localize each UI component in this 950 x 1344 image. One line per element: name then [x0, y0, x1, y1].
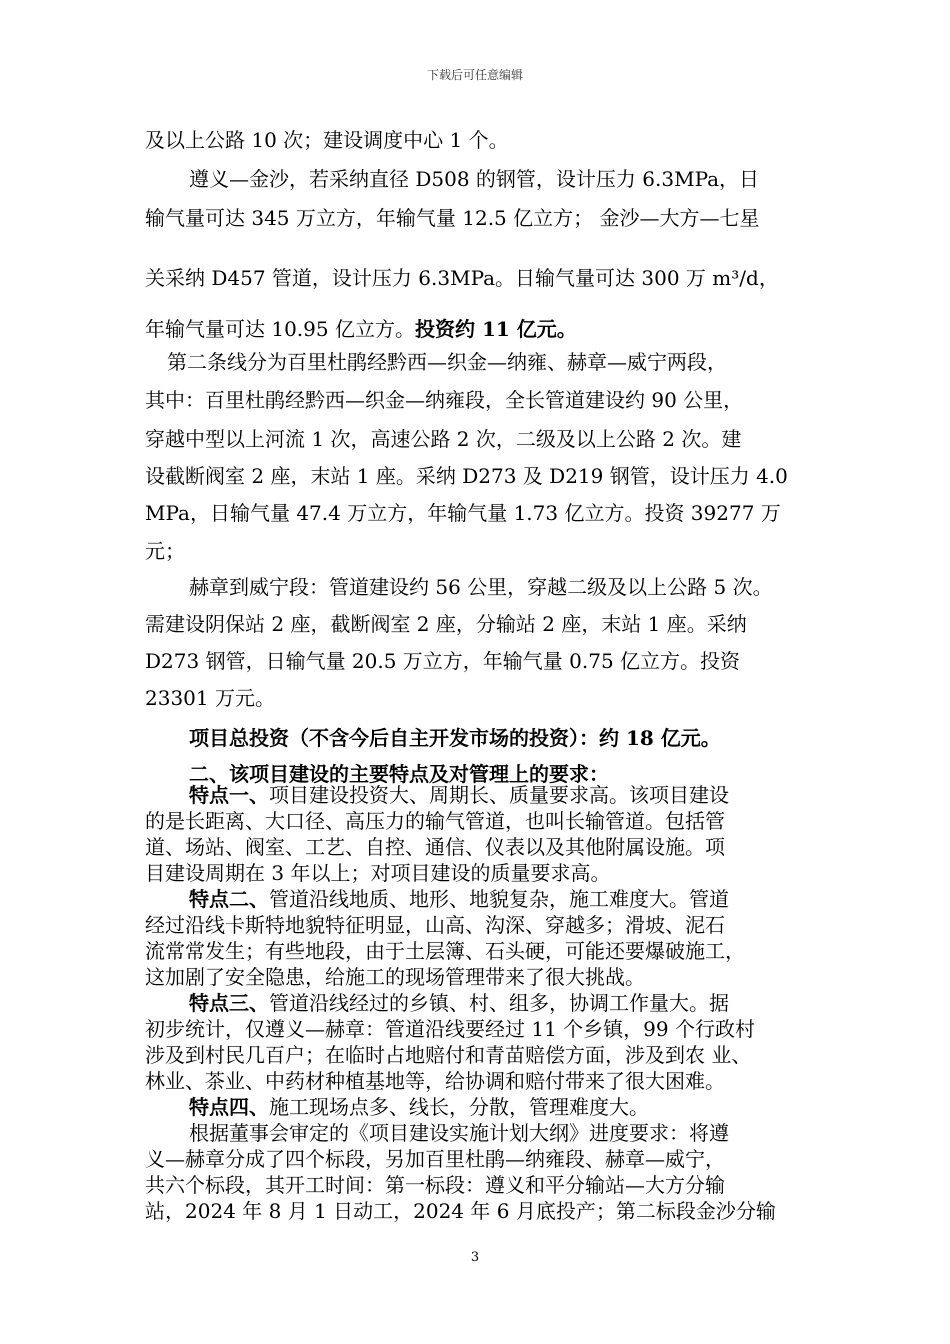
body-line: 赫章到威宁段：管道建设约 56 公里，穿越二级及以上公路 5 次。: [189, 575, 773, 599]
feature-1-title: 特点一、: [189, 783, 269, 807]
investment-total: 投资约 11 亿元。: [414, 317, 577, 341]
body-line: D273 钢管，日输气量 20.5 万立方，年输气量 0.75 亿立方。投资: [145, 649, 741, 673]
body-line: 其中：百里杜鹃经黔西—织金—纳雍段，全长管道建设约 90 公里，: [145, 388, 744, 412]
feature-2-text: 管道沿线地质、地形、地貌复杂，施工难度大。管道: [269, 887, 729, 911]
body-line: 道、场站、阀室、工艺、自控、通信、仪表以及其他附属设施。项: [145, 835, 725, 859]
body-line: 义—赫章分成了四个标段，另加百里杜鹃—纳雍段、赫章—威宁，: [145, 1147, 725, 1171]
body-line: 流常常发生；有些地段，由于土层簿、石头硬，可能还要爆破施工，: [145, 939, 745, 963]
feature-1-text: 项目建设投资大、周期长、质量要求高。该项目建设: [269, 783, 729, 807]
page-number: 3: [470, 1250, 480, 1265]
total-investment-line: 项目总投资（不含今后自主开发市场的投资）：约 18 亿元。: [189, 726, 721, 750]
body-line: 林业、茶业、中药材种植基地等，给协调和赔付带来了很大困难。: [145, 1069, 725, 1093]
body-line: [145, 313, 810, 342]
feature-4-text: 施工现场点多、线长，分散，管理难度大。: [269, 1095, 649, 1119]
schedule-paragraph: [145, 1120, 810, 1224]
feature-3-paragraph: [145, 990, 810, 1094]
body-line: 共六个标段，其开工时间：第一标段：遵义和平分输站—大方分输: [145, 1173, 725, 1197]
page-header: 下载后可任意编辑: [426, 68, 523, 82]
section-heading: 二、该项目建设的主要特点及对管理上的要求：: [189, 762, 609, 786]
body-line: 涉及到村民几百户；在临时占地赔付和青苗赔偿方面，涉及到农 业、: [145, 1043, 752, 1067]
body-line: 设截断阀室 2 座，末站 1 座。采纳 D273 及 D219 钢管，设计压力 4.0: [145, 464, 788, 488]
body-line: 遵义—金沙，若采纳直径 D508 的钢管，设计压力 6.3MPa，日: [189, 167, 760, 191]
body-line: 初步统计，仅遵义—赫章：管道沿线要经过 11 个乡镇，99 个行政村: [145, 1017, 755, 1041]
body-line: 的是长距离、大口径、高压力的输气管道，也叫长输管道。包括管: [145, 809, 725, 833]
body-line: 站，2024 年 8 月 1 日动工，2024 年 6 月底投产；第二标段金沙分输: [145, 1199, 776, 1223]
body-line: 23301 万元。: [145, 686, 275, 710]
feature-4-paragraph: [145, 1094, 810, 1120]
body-line: 输气量可达 345 万立方，年输气量 12.5 亿立方； 金沙—大方—七星: [145, 206, 760, 230]
feature-4-title: 特点四、: [189, 1095, 269, 1119]
body-line: 根据董事会审定的《项目建设实施计划大纲》进度要求：将遵: [189, 1121, 729, 1145]
body-line: 及以上公路 10 次；建设调度中心 1 个。: [145, 128, 509, 152]
body-line: 元；: [145, 539, 185, 563]
body-line: MPa，日输气量 47.4 万立方，年输气量 1.73 亿立方。投资 39277 万: [145, 501, 781, 525]
body-line: 这加剧了安全隐患，给施工的现场管理带来了很大挑战。: [145, 965, 645, 989]
body-line: 需建设阴保站 2 座，截断阀室 2 座，分输站 2 座，末站 1 座。采纳: [145, 612, 747, 636]
body-line: 经过沿线卡斯特地貌特征明显，山高、沟深、穿越多；滑坡、泥石: [145, 913, 725, 937]
feature-2-paragraph: [145, 886, 810, 990]
feature-3-text: 管道沿线经过的乡镇、村、组多，协调工作量大。据: [269, 991, 729, 1015]
body-text: 年输气量可达 10.95 亿立方。: [145, 317, 415, 341]
body-line: 穿越中型以上河流 1 次，高速公路 2 次，二级及以上公路 2 次。建: [145, 427, 742, 451]
feature-1-paragraph: [145, 782, 810, 886]
feature-2-title: 特点二、: [189, 887, 269, 911]
body-line: 关采纳 D457 管道，设计压力 6.3MPa。日输气量可达 300 万 m³/d，: [145, 266, 779, 290]
body-line: 第二条线分为百里杜鹃经黔西—织金—纳雍、赫章—威宁两段，: [167, 350, 727, 374]
body-line: 目建设周期在 3 年以上；对项目建设的质量要求高。: [145, 861, 611, 885]
feature-3-title: 特点三、: [189, 991, 269, 1015]
